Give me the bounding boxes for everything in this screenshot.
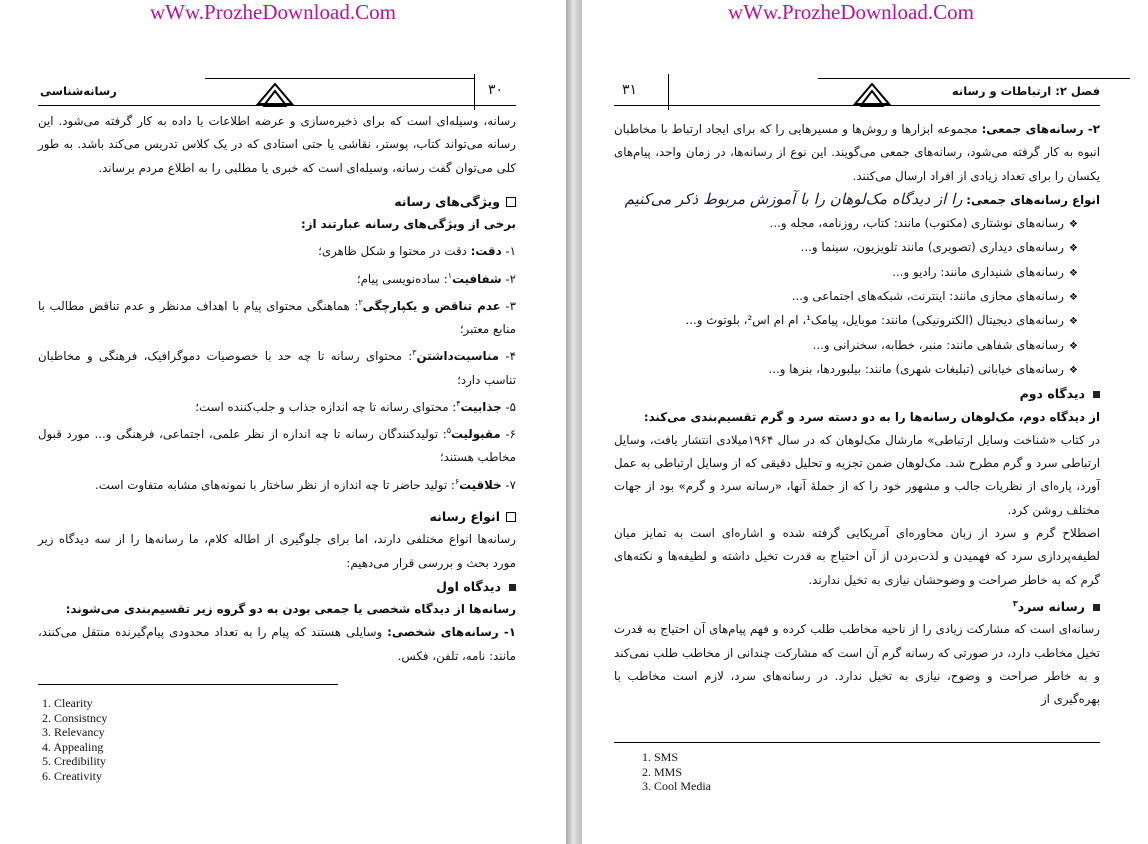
- footnote-item: 2. MMS: [642, 764, 683, 779]
- running-title: فصل ۲: ارتباطات و رسانه: [951, 84, 1100, 98]
- mass-type-item: ❖رسانه‌های خیابانی (تبلیغات شهری) مانند: بیلبوردها، بنرها و...: [614, 358, 1100, 382]
- diamond-bullet-icon: ❖: [1069, 267, 1078, 279]
- right-footnotes: [642, 750, 711, 794]
- left-footnotes: [42, 696, 107, 783]
- mass-type-item: ❖رسانه‌های شنیداری مانند: رادیو و...: [614, 261, 1100, 285]
- left-body-text: [38, 110, 516, 668]
- mass-types-list: [614, 212, 1100, 382]
- footnote-item: 3. Relevancy: [42, 725, 105, 739]
- personal-media: ۱- رسانه‌های شخصی: وسایلی هستند که پیام را به تعداد محدودی پیام‌گیرنده منتقل می‌کنند، مانند: نامه، تلفن، فکس.: [38, 625, 516, 663]
- feature-item: ۲- شفافیت$^۱$: ساده‌نویسی پیام؛: [356, 270, 516, 286]
- diamond-bullet-icon: ❖: [1069, 340, 1078, 352]
- running-title: رسانه‌شناسی: [40, 84, 117, 98]
- checkbox-square-icon: [506, 512, 516, 522]
- right-page: [582, 0, 1148, 844]
- mass-media-paragraph: ۲- رسانه‌های جمعی: مجموعه ابزارها و روش‌ها و مسیرهایی را که برای ایجاد ارتباط با مخاطبان انبوه به کار گرفته می‌شود، رسانه‌های جمعی می‌گویند. این نوع از رسانه‌ها، در زمان واحد، پیام‌های یکسان را برای تعداد زیادی از افراد ارسال می‌کنند.: [614, 122, 1100, 183]
- square-bullet-icon: [1093, 604, 1100, 611]
- footnote-item: 2. Consistncy: [42, 710, 108, 725]
- page-number: ۳۰: [488, 82, 504, 98]
- diamond-bullet-icon: ❖: [1069, 292, 1078, 304]
- left-page: [0, 0, 566, 844]
- mass-type-item: ❖رسانه‌های دیداری (تصویری) مانند تلویزیون، سینما و...: [614, 236, 1100, 260]
- diamond-bullet-icon: ❖: [1069, 316, 1078, 328]
- footnote-item: 5. Credibility: [42, 754, 106, 768]
- feature-item: ۴- مناسبت‌داشتن$^۳$: محتوای رسانه تا چه حد با خصوصیات دموگرافیک، فرهنگی و مخاطبان تناسب دارد؛: [38, 348, 516, 387]
- heading-view1: دیدگاه اول: [38, 575, 516, 598]
- publisher-logo: [255, 80, 295, 108]
- footnote-item: 4. Appealing: [42, 739, 104, 754]
- book-gutter: [566, 0, 582, 844]
- cold-media-paragraph: رسانه‌ای است که مشارکت زیادی را از ناحیه مخاطب طلب کرده و فهم پیام‌های آن احتیاج به قدرت تخیل مخاطب دارد، در صورتی که رسانه گرم آن است که مشارکت چندانی از مخاطب طلب نمی‌کند و به خاطر صراحت و وضوح، نیازی به تخیل ندارد. در رسانه‌های سرد، لازم است مخاطب با بهره‌گیری از: [614, 622, 1100, 707]
- types-intro: رسانه‌ها انواع مختلفی دارند، اما برای جلوگیری از اطاله کلام، ما رسانه‌ها را از سه دیدگاه زیر مورد بحث و بررسی قرار می‌دهیم:: [38, 532, 516, 570]
- diamond-bullet-icon: ❖: [1069, 219, 1078, 231]
- right-body-text: [614, 118, 1100, 712]
- footnote-rule: [38, 684, 338, 685]
- feature-item: ۷- خلاقیت$^۶$: تولید حاضر تا چه اندازه از نظر ساختار با نمونه‌های مشابه متفاوت است.: [94, 476, 516, 492]
- watermark: wWw.ProzheDownload.Com: [150, 0, 396, 24]
- footnote-rule: [614, 742, 1100, 743]
- footnote-item: 3. Cool Media: [642, 779, 711, 793]
- intro-paragraph: رسانه، وسیله‌ای است که برای ذخیره‌سازی و عرضه اطلاعات یا داده به کار گرفته می‌شود. این رسانه می‌تواند کتاب، پوستر، نقاشی یا حتی استادی که در یک کلاس تدریس می‌کند باشد. به طور کلی می‌توان گفت رسانه، وسیله‌ای است که خبری یا مطلبی را به اطلاع مردم برساند.: [38, 114, 516, 175]
- view1-lead: رسانه‌ها از دیدگاه شخصی یا جمعی بودن به دو گروه زیر تقسیم‌بندی می‌شوند:: [65, 602, 516, 617]
- view2-lead: از دیدگاه دوم، مک‌لوهان رسانه‌ها را به دو دسته سرد و گرم تقسیم‌بندی می‌کند:: [643, 409, 1100, 424]
- heading-types: انواع رسانه: [38, 505, 516, 528]
- mass-type-item: ❖رسانه‌های شفاهی مانند: منبر، خطابه، سخنرانی و...: [614, 334, 1100, 358]
- checkbox-square-icon: [506, 197, 516, 207]
- watermark: wWw.ProzheDownload.Com: [728, 0, 974, 24]
- features-lead: برخی از ویژگی‌های رسانه عبارتند از:: [300, 217, 516, 232]
- footnote-item: 1. Clearity: [42, 696, 93, 710]
- mass-type-item: ❖رسانه‌های دیجیتال (الکترونیکی) مانند: موبایل، پیامک¹، ام ام اس²، بلوتوث و...: [614, 309, 1100, 333]
- footnote-item: 1. SMS: [642, 750, 679, 764]
- running-header: [0, 68, 566, 110]
- footnote-item: 6. Creativity: [42, 768, 102, 783]
- mass-types-lead-line: انواع رسانه‌های جمعی: را از دیدگاه مک‌لوهان را با آموزش مربوط ذکر می‌کنیم: [624, 189, 1100, 208]
- view2-paragraph-1: در کتاب «شناخت وسایل ارتباطی» مارشال مک‌لوهان که در سال ۱۹۶۴میلادی انتشار یافت، وسایل ارتباطی سرد و گرم مطرح شد. مک‌لوهان ضمن تجزیه و تحلیل دقیقی که از وسایل ارتباطی به عمل آورد، پاره‌ای از نظریات جالب و مشهور خود را که از جملهٔ آنها، «رسانه سرد و گرم» بود از جهات مختلف روشن کرد.: [614, 432, 1100, 517]
- feature-item: ۶- مقبولیت$^۵$: تولیدکنندگان رسانه تا چه اندازه از نظر علمی، اجتماعی، فرهنگی و... مورد قبول مخاطب هستند؛: [38, 426, 516, 465]
- diamond-bullet-icon: ❖: [1069, 243, 1078, 255]
- features-list: [38, 236, 516, 496]
- heading-view2: دیدگاه دوم: [614, 382, 1100, 405]
- mass-type-item: ❖رسانه‌های نوشتاری (مکتوب) مانند: کتاب، روزنامه، مجله و...: [614, 212, 1100, 236]
- mass-type-item: ❖رسانه‌های مجازی مانند: اینترنت، شبکه‌های اجتماعی و...: [614, 285, 1100, 309]
- publisher-logo: [852, 80, 892, 108]
- running-header: [582, 68, 1148, 110]
- page-number: ۳۱: [622, 82, 638, 98]
- feature-item: ۳- عدم تناقض و یکپارچگی$^۲$: هماهنگی محتوای پیام با اهداف مدنظر و عدم تناقض مطالب با منابع معتبر؛: [38, 297, 516, 337]
- heading-features: ویژگی‌های رسانه: [38, 190, 516, 213]
- diamond-bullet-icon: ❖: [1069, 364, 1078, 376]
- feature-item: ۵- جذابیت$^۴$: محتوای رسانه تا چه اندازه جذاب و جلب‌کننده است؛: [195, 398, 516, 414]
- heading-cold-media: رسانه سرد$^۳$: [614, 592, 1100, 618]
- square-bullet-icon: [509, 584, 516, 591]
- handwritten-annotation: را از دیدگاه مک‌لوهان را با آموزش مربوط ذکر می‌کنیم: [624, 189, 963, 208]
- square-bullet-icon: [1093, 391, 1100, 398]
- view2-paragraph-2: اصطلاح گرم و سرد از زبان محاوره‌ای آمریکایی گرفته شده و اشاره‌ای است به تمایز میان لطیفه‌پردازی سرد که فهمیدن و لذت‌بردن از آن احتیاج به قدرت تخیل داشته و لطیفه‌ها و نکته‌های گرم که به خاطر صراحت و وضوحشان نیازی به تخیل ندارند.: [614, 526, 1100, 587]
- feature-item: ۱- دقت: دقت در محتوا و شکل ظاهری؛: [318, 244, 516, 259]
